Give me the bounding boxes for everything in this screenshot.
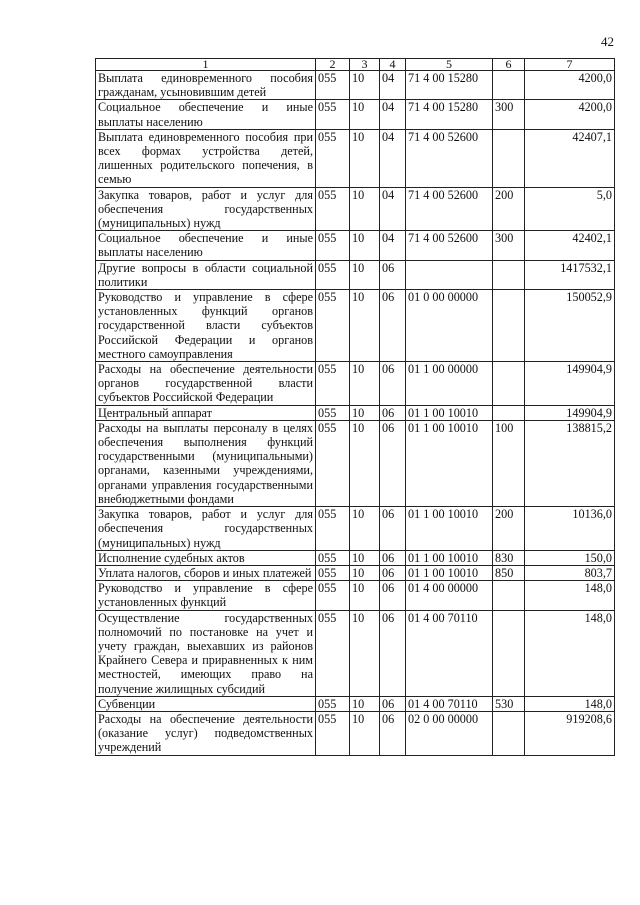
admin-code-cell: 055: [316, 711, 350, 755]
table-row: [96, 507, 615, 551]
expense-type-cell: [493, 290, 525, 362]
amount-cell: 1417532,1: [525, 260, 615, 289]
table-row: [96, 260, 615, 289]
column-header: 5: [406, 59, 493, 71]
table-row: [96, 187, 615, 231]
target-code-cell: 71 4 00 15280: [406, 100, 493, 129]
expense-type-cell: 300: [493, 231, 525, 260]
table-row: [96, 129, 615, 187]
subsection-code-cell: 04: [380, 100, 406, 129]
row-name-cell: Расходы на обеспечение деятельности (оказание услуг) подведомственных учреждений: [96, 711, 316, 755]
section-code-cell: 10: [350, 581, 380, 610]
amount-cell: 803,7: [525, 565, 615, 580]
subsection-code-cell: 06: [380, 696, 406, 711]
amount-cell: 148,0: [525, 610, 615, 696]
page-number: 42: [601, 34, 614, 49]
section-code-cell: 10: [350, 420, 380, 506]
target-code-cell: [406, 260, 493, 289]
section-code-cell: 10: [350, 565, 380, 580]
expense-type-cell: [493, 581, 525, 610]
table-row: [96, 231, 615, 260]
admin-code-cell: 055: [316, 507, 350, 551]
amount-cell: 148,0: [525, 581, 615, 610]
row-name-cell: Выплата единовременного пособия при всех формах устройства детей, лишенных родительского попечения, в семью: [96, 129, 316, 187]
expense-type-cell: [493, 405, 525, 420]
expense-type-cell: 200: [493, 507, 525, 551]
target-code-cell: 01 0 00 00000: [406, 290, 493, 362]
admin-code-cell: 055: [316, 290, 350, 362]
admin-code-cell: 055: [316, 71, 350, 100]
target-code-cell: 01 1 00 10010: [406, 405, 493, 420]
amount-cell: 42402,1: [525, 231, 615, 260]
subsection-code-cell: 06: [380, 420, 406, 506]
table-row: [96, 290, 615, 362]
subsection-code-cell: 06: [380, 550, 406, 565]
subsection-code-cell: 06: [380, 362, 406, 406]
subsection-code-cell: 06: [380, 610, 406, 696]
admin-code-cell: 055: [316, 420, 350, 506]
subsection-code-cell: 04: [380, 187, 406, 231]
amount-cell: 150052,9: [525, 290, 615, 362]
amount-cell: 150,0: [525, 550, 615, 565]
amount-cell: 138815,2: [525, 420, 615, 506]
row-name-cell: Социальное обеспечение и иные выплаты населению: [96, 231, 316, 260]
expense-type-cell: [493, 610, 525, 696]
admin-code-cell: 055: [316, 696, 350, 711]
amount-cell: 5,0: [525, 187, 615, 231]
row-name-cell: Социальное обеспечение и иные выплаты населению: [96, 100, 316, 129]
expense-type-cell: [493, 362, 525, 406]
column-header: 4: [380, 59, 406, 71]
target-code-cell: 71 4 00 52600: [406, 129, 493, 187]
subsection-code-cell: 06: [380, 507, 406, 551]
amount-cell: 919208,6: [525, 711, 615, 755]
admin-code-cell: 055: [316, 405, 350, 420]
row-name-cell: Осуществление государственных полномочий по постановке на учет и учету граждан, выехавших из районов Крайнего Севера и приравненных к ним местностей, имеющих право на получение жилищных субсидий: [96, 610, 316, 696]
target-code-cell: 01 4 00 70110: [406, 610, 493, 696]
row-name-cell: Центральный аппарат: [96, 405, 316, 420]
amount-cell: 10136,0: [525, 507, 615, 551]
admin-code-cell: 055: [316, 100, 350, 129]
table-row: [96, 711, 615, 755]
target-code-cell: 01 1 00 10010: [406, 420, 493, 506]
table-row: [96, 565, 615, 580]
expense-type-cell: 850: [493, 565, 525, 580]
admin-code-cell: 055: [316, 187, 350, 231]
amount-cell: 4200,0: [525, 100, 615, 129]
expense-type-cell: [493, 260, 525, 289]
column-header: 2: [316, 59, 350, 71]
target-code-cell: 01 1 00 10010: [406, 550, 493, 565]
row-name-cell: Закупка товаров, работ и услуг для обеспечения государственных (муниципальных) нужд: [96, 187, 316, 231]
amount-cell: 149904,9: [525, 362, 615, 406]
target-code-cell: 02 0 00 00000: [406, 711, 493, 755]
budget-table: [95, 58, 615, 756]
expense-type-cell: 100: [493, 420, 525, 506]
admin-code-cell: 055: [316, 550, 350, 565]
subsection-code-cell: 04: [380, 71, 406, 100]
column-header: 1: [96, 59, 316, 71]
section-code-cell: 10: [350, 610, 380, 696]
target-code-cell: 71 4 00 52600: [406, 187, 493, 231]
amount-cell: 42407,1: [525, 129, 615, 187]
section-code-cell: 10: [350, 71, 380, 100]
row-name-cell: Руководство и управление в сфере установленных функций органов государственной власти субъектов Российской Федерации и органов местного самоуправления: [96, 290, 316, 362]
section-code-cell: 10: [350, 260, 380, 289]
subsection-code-cell: 04: [380, 129, 406, 187]
expense-type-cell: 830: [493, 550, 525, 565]
admin-code-cell: 055: [316, 362, 350, 406]
admin-code-cell: 055: [316, 260, 350, 289]
table-body: [96, 71, 615, 756]
table-row: [96, 420, 615, 506]
table-row: [96, 71, 615, 100]
expense-type-cell: 530: [493, 696, 525, 711]
target-code-cell: 01 4 00 70110: [406, 696, 493, 711]
target-code-cell: 01 1 00 10010: [406, 507, 493, 551]
row-name-cell: Расходы на обеспечение деятельности органов государственной власти субъектов Российской Федерации: [96, 362, 316, 406]
admin-code-cell: 055: [316, 129, 350, 187]
subsection-code-cell: 04: [380, 231, 406, 260]
table-row: [96, 696, 615, 711]
row-name-cell: Исполнение судебных актов: [96, 550, 316, 565]
column-header: 3: [350, 59, 380, 71]
section-code-cell: 10: [350, 187, 380, 231]
section-code-cell: 10: [350, 362, 380, 406]
table-row: [96, 405, 615, 420]
table-row: [96, 100, 615, 129]
target-code-cell: 01 1 00 10010: [406, 565, 493, 580]
target-code-cell: 71 4 00 52600: [406, 231, 493, 260]
row-name-cell: Субвенции: [96, 696, 316, 711]
section-code-cell: 10: [350, 129, 380, 187]
row-name-cell: Выплата единовременного пособия гражданам, усыновившим детей: [96, 71, 316, 100]
table-row: [96, 362, 615, 406]
subsection-code-cell: 06: [380, 711, 406, 755]
expense-type-cell: [493, 711, 525, 755]
admin-code-cell: 055: [316, 610, 350, 696]
expense-type-cell: [493, 71, 525, 100]
row-name-cell: Закупка товаров, работ и услуг для обеспечения государственных (муниципальных) нужд: [96, 507, 316, 551]
row-name-cell: Руководство и управление в сфере установленных функций: [96, 581, 316, 610]
table-row: [96, 581, 615, 610]
section-code-cell: 10: [350, 507, 380, 551]
table-header-row: [96, 59, 615, 71]
column-header: 7: [525, 59, 615, 71]
section-code-cell: 10: [350, 550, 380, 565]
subsection-code-cell: 06: [380, 565, 406, 580]
section-code-cell: 10: [350, 100, 380, 129]
subsection-code-cell: 06: [380, 290, 406, 362]
amount-cell: 149904,9: [525, 405, 615, 420]
column-header: 6: [493, 59, 525, 71]
subsection-code-cell: 06: [380, 405, 406, 420]
section-code-cell: 10: [350, 711, 380, 755]
admin-code-cell: 055: [316, 231, 350, 260]
amount-cell: 4200,0: [525, 71, 615, 100]
expense-type-cell: [493, 129, 525, 187]
row-name-cell: Другие вопросы в области социальной политики: [96, 260, 316, 289]
amount-cell: 148,0: [525, 696, 615, 711]
section-code-cell: 10: [350, 696, 380, 711]
expense-type-cell: 300: [493, 100, 525, 129]
target-code-cell: 71 4 00 15280: [406, 71, 493, 100]
section-code-cell: 10: [350, 290, 380, 362]
expense-type-cell: 200: [493, 187, 525, 231]
subsection-code-cell: 06: [380, 260, 406, 289]
subsection-code-cell: 06: [380, 581, 406, 610]
row-name-cell: Уплата налогов, сборов и иных платежей: [96, 565, 316, 580]
table-row: [96, 610, 615, 696]
target-code-cell: 01 4 00 00000: [406, 581, 493, 610]
table-row: [96, 550, 615, 565]
section-code-cell: 10: [350, 405, 380, 420]
section-code-cell: 10: [350, 231, 380, 260]
admin-code-cell: 055: [316, 581, 350, 610]
row-name-cell: Расходы на выплаты персоналу в целях обеспечения выполнения функций государственными (муниципальными) органами, казенными учреждениями, органами управления государственными внебюджетными фондами: [96, 420, 316, 506]
target-code-cell: 01 1 00 00000: [406, 362, 493, 406]
admin-code-cell: 055: [316, 565, 350, 580]
